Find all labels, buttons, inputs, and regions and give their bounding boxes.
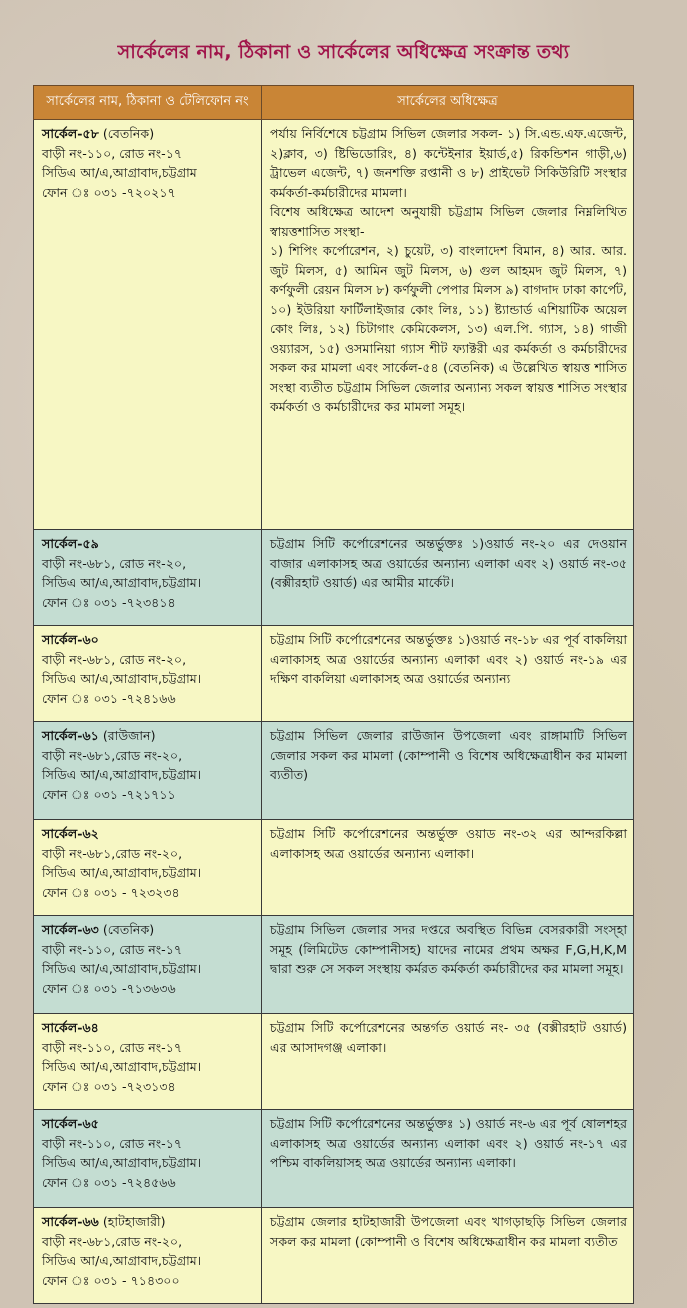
circle-name-line: [42, 1114, 255, 1134]
jurisdiction-paragraph: চট্টগ্রাম সিভিল জেলার সদর দপ্তরে অবস্থিত বিভিন্ন বেসরকারী সংস্হা সমূহ (লিমিটেড কোম্পানীসহ) যাদের নামের প্রথম অক্ষর F,G,H,K,M দ্বারা শুরু সে সকল সংস্থায় কর্মরত কর্মকর্তা কর্মচারীদের কর মামলা সমূহ।: [270, 922, 627, 976]
circle-address-line-2: সিডিএ আ/এ,আগ্রাবাদ,চট্টগ্রাম: [42, 165, 197, 180]
circle-info-cell: [34, 120, 262, 530]
circle-address-line-2: সিডিএ আ/এ,আগ্রাবাদ,চট্টগ্রাম।: [42, 575, 202, 590]
jurisdiction-paragraph: চট্টগ্রাম সিটি কর্পোরেশনের অন্তর্গত ওয়ার্ড নং- ৩৫ (বক্সীরহাট ওয়ার্ড) এর আসাদগঞ্জ এলাকা।: [270, 1020, 627, 1055]
circle-address-line-1: বাড়ী নং-৬৮১, রোড নং-২০,: [42, 651, 187, 667]
circle-name: সার্কেল-৬২: [42, 826, 99, 841]
circle-jurisdiction-table: [33, 85, 634, 1304]
circle-name: সার্কেল-৬৫: [42, 1116, 99, 1131]
jurisdiction-paragraph: পর্যায় নির্বিশেষে চট্টগ্রাম সিভিল জেলার সকল- ১) সি.এন্ড.এফ.এজেন্ট, ২)ক্লাব, ৩) ষ্টিভিডোরিং, ৪) কন্টেইনার ইয়ার্ড,৫) রিকন্ডিশন গাড়ী,৬) ট্রাভেল এজেন্ট, ৭) জনশক্তি রপ্তানী ও ৮) প্রাইভেট সিকিউরিটি সংস্থার কর্মকর্তা-কর্মচারীদের মামলা।: [270, 126, 627, 200]
circle-name: সার্কেল-৬৪: [42, 1020, 99, 1035]
table-row: [34, 820, 634, 916]
circle-address-line-2: সিডিএ আ/এ,আগ্রাবাদ,চট্টগ্রাম।: [42, 865, 202, 880]
circle-address-line-2: সিডিএ আ/এ,আগ্রাবাদ,চট্টগ্রাম।: [42, 767, 202, 782]
table-row: [34, 1014, 634, 1110]
page-title: সার্কেলের নাম, ঠিকানা ও সার্কেলের অধিক্ষেত্র সংক্রান্ত তথ্য: [117, 41, 570, 63]
circle-name: সার্কেল-৬৩: [42, 922, 99, 937]
jurisdiction-paragraph: চট্টগ্রাম সিভিল জেলার রাউজান উপজেলা এবং রাঙ্গামাটি সিভিল জেলার সকল কর মামলা (কোম্পানী ও বিশেষ অধিক্ষেত্রাধীন কর মামলা ব্যতীত): [270, 728, 627, 782]
table-row: [34, 626, 634, 722]
circle-info-cell: [34, 1110, 262, 1208]
circle-address-line-1: বাড়ী নং-১১০, রোড নং-১৭: [42, 1039, 183, 1055]
table-row: [34, 722, 634, 820]
circle-address-line-1: বাড়ী নং-১১০, রোড নং-১৭: [42, 1135, 183, 1151]
circle-name: সার্কেল-৬১: [42, 728, 99, 743]
circle-address-line-2: সিডিএ আ/এ,আগ্রাবাদ,চট্টগ্রাম।: [42, 1155, 202, 1170]
circle-address-line-1: বাড়ী নং-৬৮১,রোড নং-২০,: [42, 845, 183, 861]
circle-name-suffix: (বেতনিক): [98, 126, 155, 141]
circle-info-cell: [34, 1014, 262, 1110]
column-header-name-address: সার্কেলের নাম, ঠিকানা ও টেলিফোন নং: [34, 86, 262, 120]
circle-phone: ফোন ঃ ০৩১ -৭২৪১৬৬: [42, 690, 176, 706]
circle-name: সার্কেল-৬০: [42, 632, 99, 647]
circle-address-line-2: সিডিএ আ/এ,আগ্রাবাদ,চট্টগ্রাম।: [42, 1059, 202, 1074]
circle-phone: ফোন ঃ ০৩১ -৭২১৭১১: [42, 786, 176, 802]
jurisdiction-cell: [262, 1110, 634, 1208]
circle-name-line: [42, 726, 255, 746]
jurisdiction-paragraph: চট্টগ্রাম জেলার হাটহাজারী উপজেলা এবং খাগড়াছড়ি সিভিল জেলার সকল কর মামলা (কোম্পানী ও বিশেষ অধিক্ষেত্রাধীন কর মামলা ব্যতীত: [270, 1214, 627, 1249]
circle-address-line-1: বাড়ী নং-১১০, রোড নং-১৭: [42, 941, 183, 957]
circle-name-suffix: (হাটহাজারী): [98, 1214, 166, 1229]
circle-phone: ফোন ঃ ০৩১ -৭১৩৬৩৬: [42, 980, 176, 996]
circle-name-suffix: (বেতনিক): [98, 922, 155, 937]
jurisdiction-paragraph: বিশেষ অধিক্ষেত্র আদেশ অনুযায়ী চট্টগ্রাম সিভিল জেলার নিম্নলিখিত স্বায়ত্তশাসিত সংস্থা-: [270, 204, 627, 239]
circle-name-suffix: (রাউজান): [98, 728, 156, 743]
jurisdiction-cell: [262, 120, 634, 530]
circle-name-line: [42, 1212, 255, 1232]
circle-info-cell: [34, 916, 262, 1014]
jurisdiction-paragraph: চট্টগ্রাম সিটি কর্পোরেশনের অন্তর্ভুক্তঃ ১)ওয়ার্ড নং-২০ এর দেওয়ান বাজার এলাকাসহ অত্র ওয়ার্ডের অন্যান্য এলাকা এবং ২) ওয়ার্ড নং-৩৫ (বক্সীরহাট ওয়ার্ড) এর আমীর মার্কেট।: [270, 536, 627, 590]
table-row: [34, 1208, 634, 1304]
circle-info-cell: [34, 530, 262, 626]
circle-name: সার্কেল-৫৯: [42, 536, 99, 551]
circle-phone: ফোন ঃ ০৩১ -৭২৪৫৬৬: [42, 1174, 176, 1190]
circle-name-line: [42, 124, 255, 144]
jurisdiction-paragraph: চট্টগ্রাম সিটি কর্পোরেশনের অন্তর্ভুক্ত ওয়াড নং-৩২ এর আন্দরকিল্লা এলাকাসহ অত্র ওয়ার্ডের অন্যান্য এলাকা।: [270, 826, 627, 861]
jurisdiction-cell: [262, 530, 634, 626]
column-header-jurisdiction: সার্কেলের অধিক্ষেত্র: [262, 86, 634, 120]
jurisdiction-cell: [262, 722, 634, 820]
jurisdiction-cell: [262, 820, 634, 916]
table-row: [34, 1110, 634, 1208]
circle-address-line-1: বাড়ী নং-১১০, রোড নং-১৭: [42, 145, 183, 161]
circle-name-line: [42, 1018, 255, 1038]
circle-phone: ফোন ঃ ০৩১ -৭২৩৪১৪: [42, 594, 176, 610]
circle-name-line: [42, 630, 255, 650]
circle-info-cell: [34, 820, 262, 916]
table-row: [34, 530, 634, 626]
table-row: [34, 120, 634, 530]
jurisdiction-paragraph: ১) শিপিং কর্পোরেশন, ২) চুয়েট, ৩) বাংলাদেশ বিমান, ৪) আর. আর. জুট মিলস, ৫) আমিন জুট মিলস, ৬) গুল আহমদ জুট মিলস, ৭) কর্ণফুলী রেয়ন মিলস ৮) কর্ণফুলী পেপার মিলস ৯) বাগদাদ ঢাকা কার্পেট, ১০) ইউরিয়া ফার্টিলাইজার কোং লিঃ, ১১) ষ্ট্যান্ডার্ড এশিয়াটিক অয়েল কোং লিঃ, ১২) চিটাগাং কেমিকেলস, ১৩) এল.পি. গ্যাস, ১৪) গাজী ওয়্যারস, ১৫) ওসমানিয়া গ্যাস শীট ফ্যাক্টরী এর কর্মকর্তা ও কর্মচারীদের সকল কর মামলা এবং সার্কেল-৫৪ (বেতনিক) এ উল্লেখিত স্বায়ত্ত শাসিত সংস্থা ব্যতীত চট্টগ্রাম সিভিল জেলার অন্যান্য সকল স্বায়ত্ত শাসিত সংস্থার কর্মকর্তা ও কর্মচারীদের কর মামলা সমূহ।: [270, 243, 627, 414]
jurisdiction-cell: [262, 1014, 634, 1110]
circle-name-line: [42, 534, 255, 554]
circle-name: সার্কেল-৬৬: [42, 1214, 99, 1229]
circle-phone: ফোন ঃ ০৩১ -৭২০২১৭: [42, 184, 176, 200]
circle-address-line-2: সিডিএ আ/এ,আগ্রাবাদ,চট্টগ্রাম।: [42, 961, 202, 976]
circle-info-cell: [34, 722, 262, 820]
jurisdiction-cell: [262, 626, 634, 722]
circle-address-line-2: সিডিএ আ/এ,আগ্রাবাদ,চট্টগ্রাম।: [42, 671, 202, 686]
circle-name: সার্কেল-৫৮: [42, 126, 99, 141]
table-header-row: [34, 86, 634, 120]
circle-name-line: [42, 824, 255, 844]
jurisdiction-cell: [262, 1208, 634, 1304]
circle-address-line-1: বাড়ী নং-৬৮১, রোড নং-২০,: [42, 555, 187, 571]
circle-info-cell: [34, 1208, 262, 1304]
circle-phone: ফোন ঃ ০৩১ - ৭১৪৩০০: [42, 1272, 180, 1288]
circle-phone: ফোন ঃ ০৩১ - ৭২৩২৩৪: [42, 884, 180, 900]
table-row: [34, 916, 634, 1014]
jurisdiction-cell: [262, 916, 634, 1014]
jurisdiction-paragraph: চট্টগ্রাম সিটি কর্পোরেশনের অন্তর্ভুক্তঃ ১)ওয়ার্ড নং-১৮ এর পূর্ব বাকলিয়া এলাকাসহ অত্র ওয়ার্ডের অন্যান্য এলাকা এবং ২) ওয়ার্ড নং-১৯ এর দক্ষিণ বাকলিয়া এলাকাসহ অত্র ওয়ার্ডের অন্যান্য: [270, 632, 627, 686]
circle-address-line-2: সিডিএ আ/এ,আগ্রাবাদ,চট্টগ্রাম।: [42, 1253, 202, 1268]
circle-address-line-1: বাড়ী নং-৬৮১,রোড নং-২০,: [42, 1233, 183, 1249]
circle-address-line-1: বাড়ী নং-৬৮১,রোড নং-২০,: [42, 747, 183, 763]
circle-name-line: [42, 920, 255, 940]
jurisdiction-paragraph: চট্টগ্রাম সিটি কর্পোরেশনের অন্তর্ভুক্তঃ ১) ওয়ার্ড নং-৬ এর পূর্ব ষোলশহর এলাকাসহ অত্র ওয়ার্ডের অন্যান্য এলাকা এবং ২) ওয়ার্ড নং-১৭ এর পশ্চিম বাকলিয়াসহ অত্র ওয়ার্ডের অন্যান্য এলাকা।: [270, 1116, 627, 1170]
circle-phone: ফোন ঃ ০৩১ -৭২৩১৩৪: [42, 1078, 176, 1094]
circle-info-cell: [34, 626, 262, 722]
